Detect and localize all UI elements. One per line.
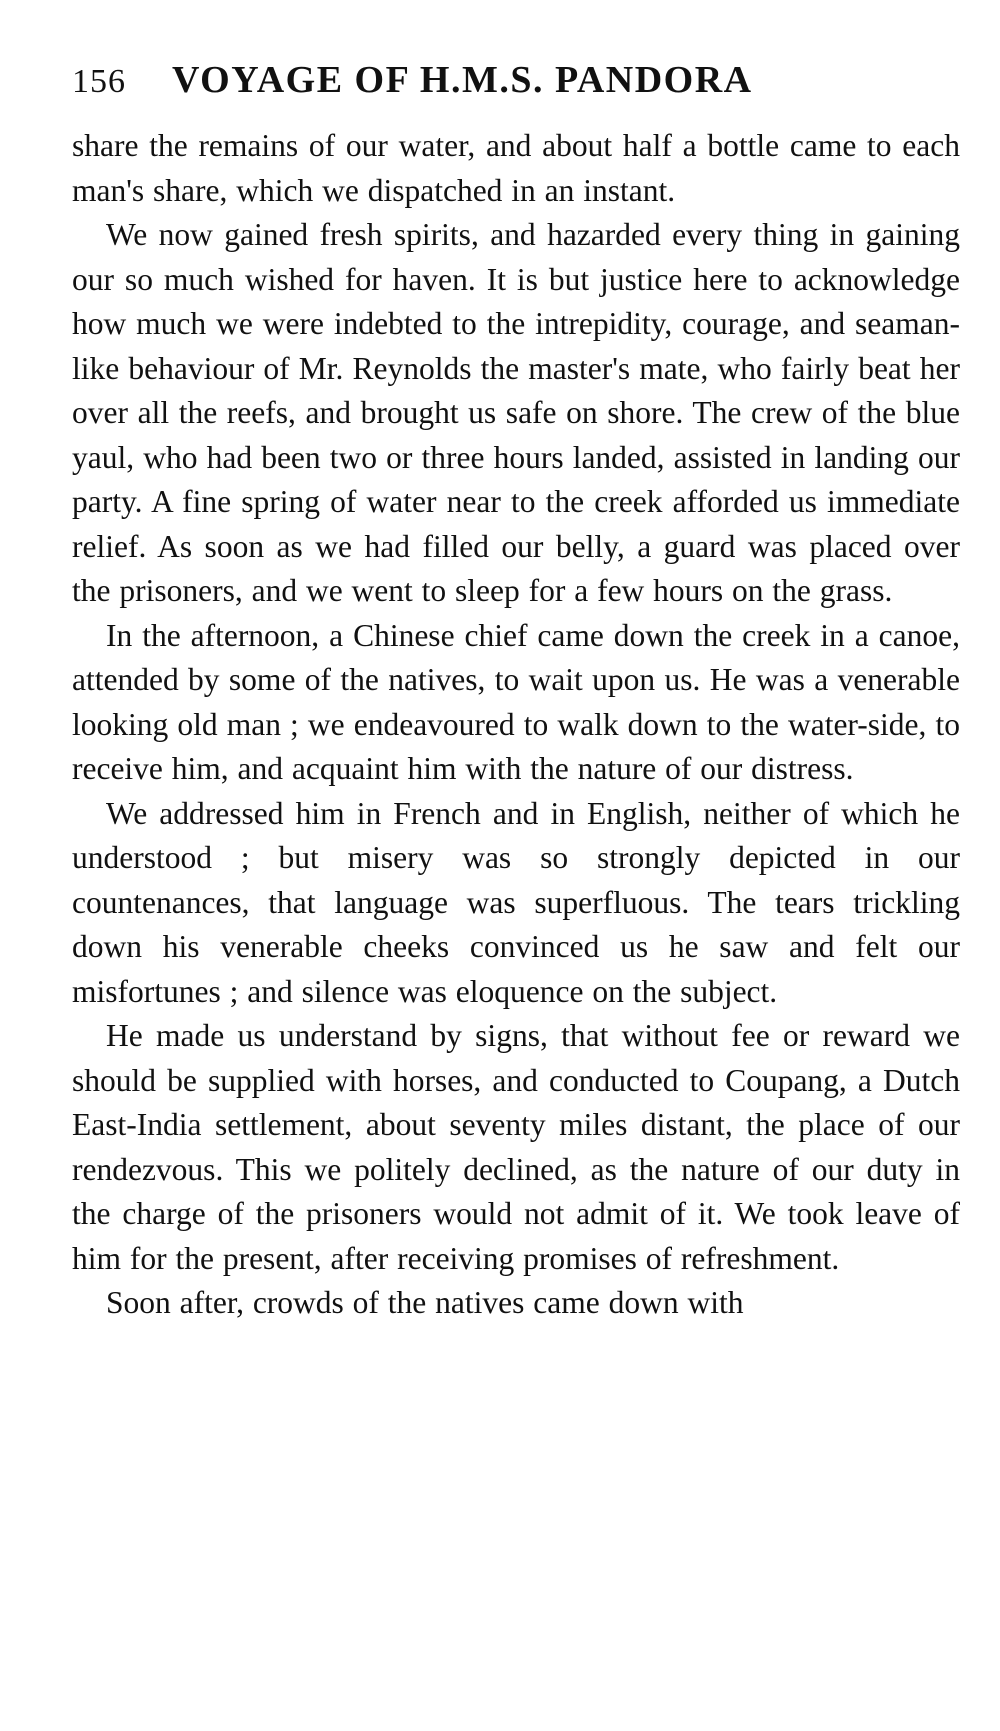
paragraph-5: He made us understand by signs, that without fee or reward we should be supplied with horses, and conducted to Coupang, a Dutch East-India settlement, about seventy miles distant, the place of our rendezvous. This we politely declined, as the nature of our duty in the charge of the prisoners would not admit of it. We took leave of him for the present, after receiving promises of refreshment. bbox=[72, 1018, 960, 1276]
paragraph-4: We addressed him in French and in English, neither of which he understood ; but misery was so strongly depicted in our countenances, that language was superfluous. The tears trickling down his venerable cheeks convinced us he saw and felt our misfortunes ; and silence was eloquence on the subject. bbox=[72, 795, 960, 1009]
paragraph-2: We now gained fresh spirits, and hazarded every thing in gaining our so much wished for haven. It is but justice here to acknowledge how much we were indebted to the intrepidity, courage, and seaman-like behaviour of Mr. Reynolds the master's mate, who fairly beat her over all the reefs, and brought us safe on shore. The crew of the blue yaul, who had been two or three hours landed, assisted in landing our party. A fine spring of water near to the creek afforded us immediate relief. As soon as we had filled our belly, a guard was placed over the prisoners, and we went to sleep for a few hours on the grass. bbox=[72, 217, 960, 608]
page-number: 156 bbox=[72, 63, 126, 100]
book-page bbox=[72, 58, 960, 1326]
paragraph-3: In the afternoon, a Chinese chief came down the creek in a canoe, attended by some of the natives, to wait upon us. He was a venerable looking old man ; we endeavoured to walk down to the water-side, to receive him, and acquaint him with the nature of our distress. bbox=[72, 617, 960, 786]
paragraph-1: share the remains of our water, and about half a bottle came to each man's share, which we dispatched in an instant. bbox=[72, 128, 960, 208]
page-header bbox=[72, 58, 960, 118]
body-text bbox=[72, 124, 960, 1326]
paragraph-6: Soon after, crowds of the natives came down with bbox=[106, 1285, 744, 1320]
running-title: VOYAGE OF H.M.S. PANDORA bbox=[172, 59, 753, 101]
